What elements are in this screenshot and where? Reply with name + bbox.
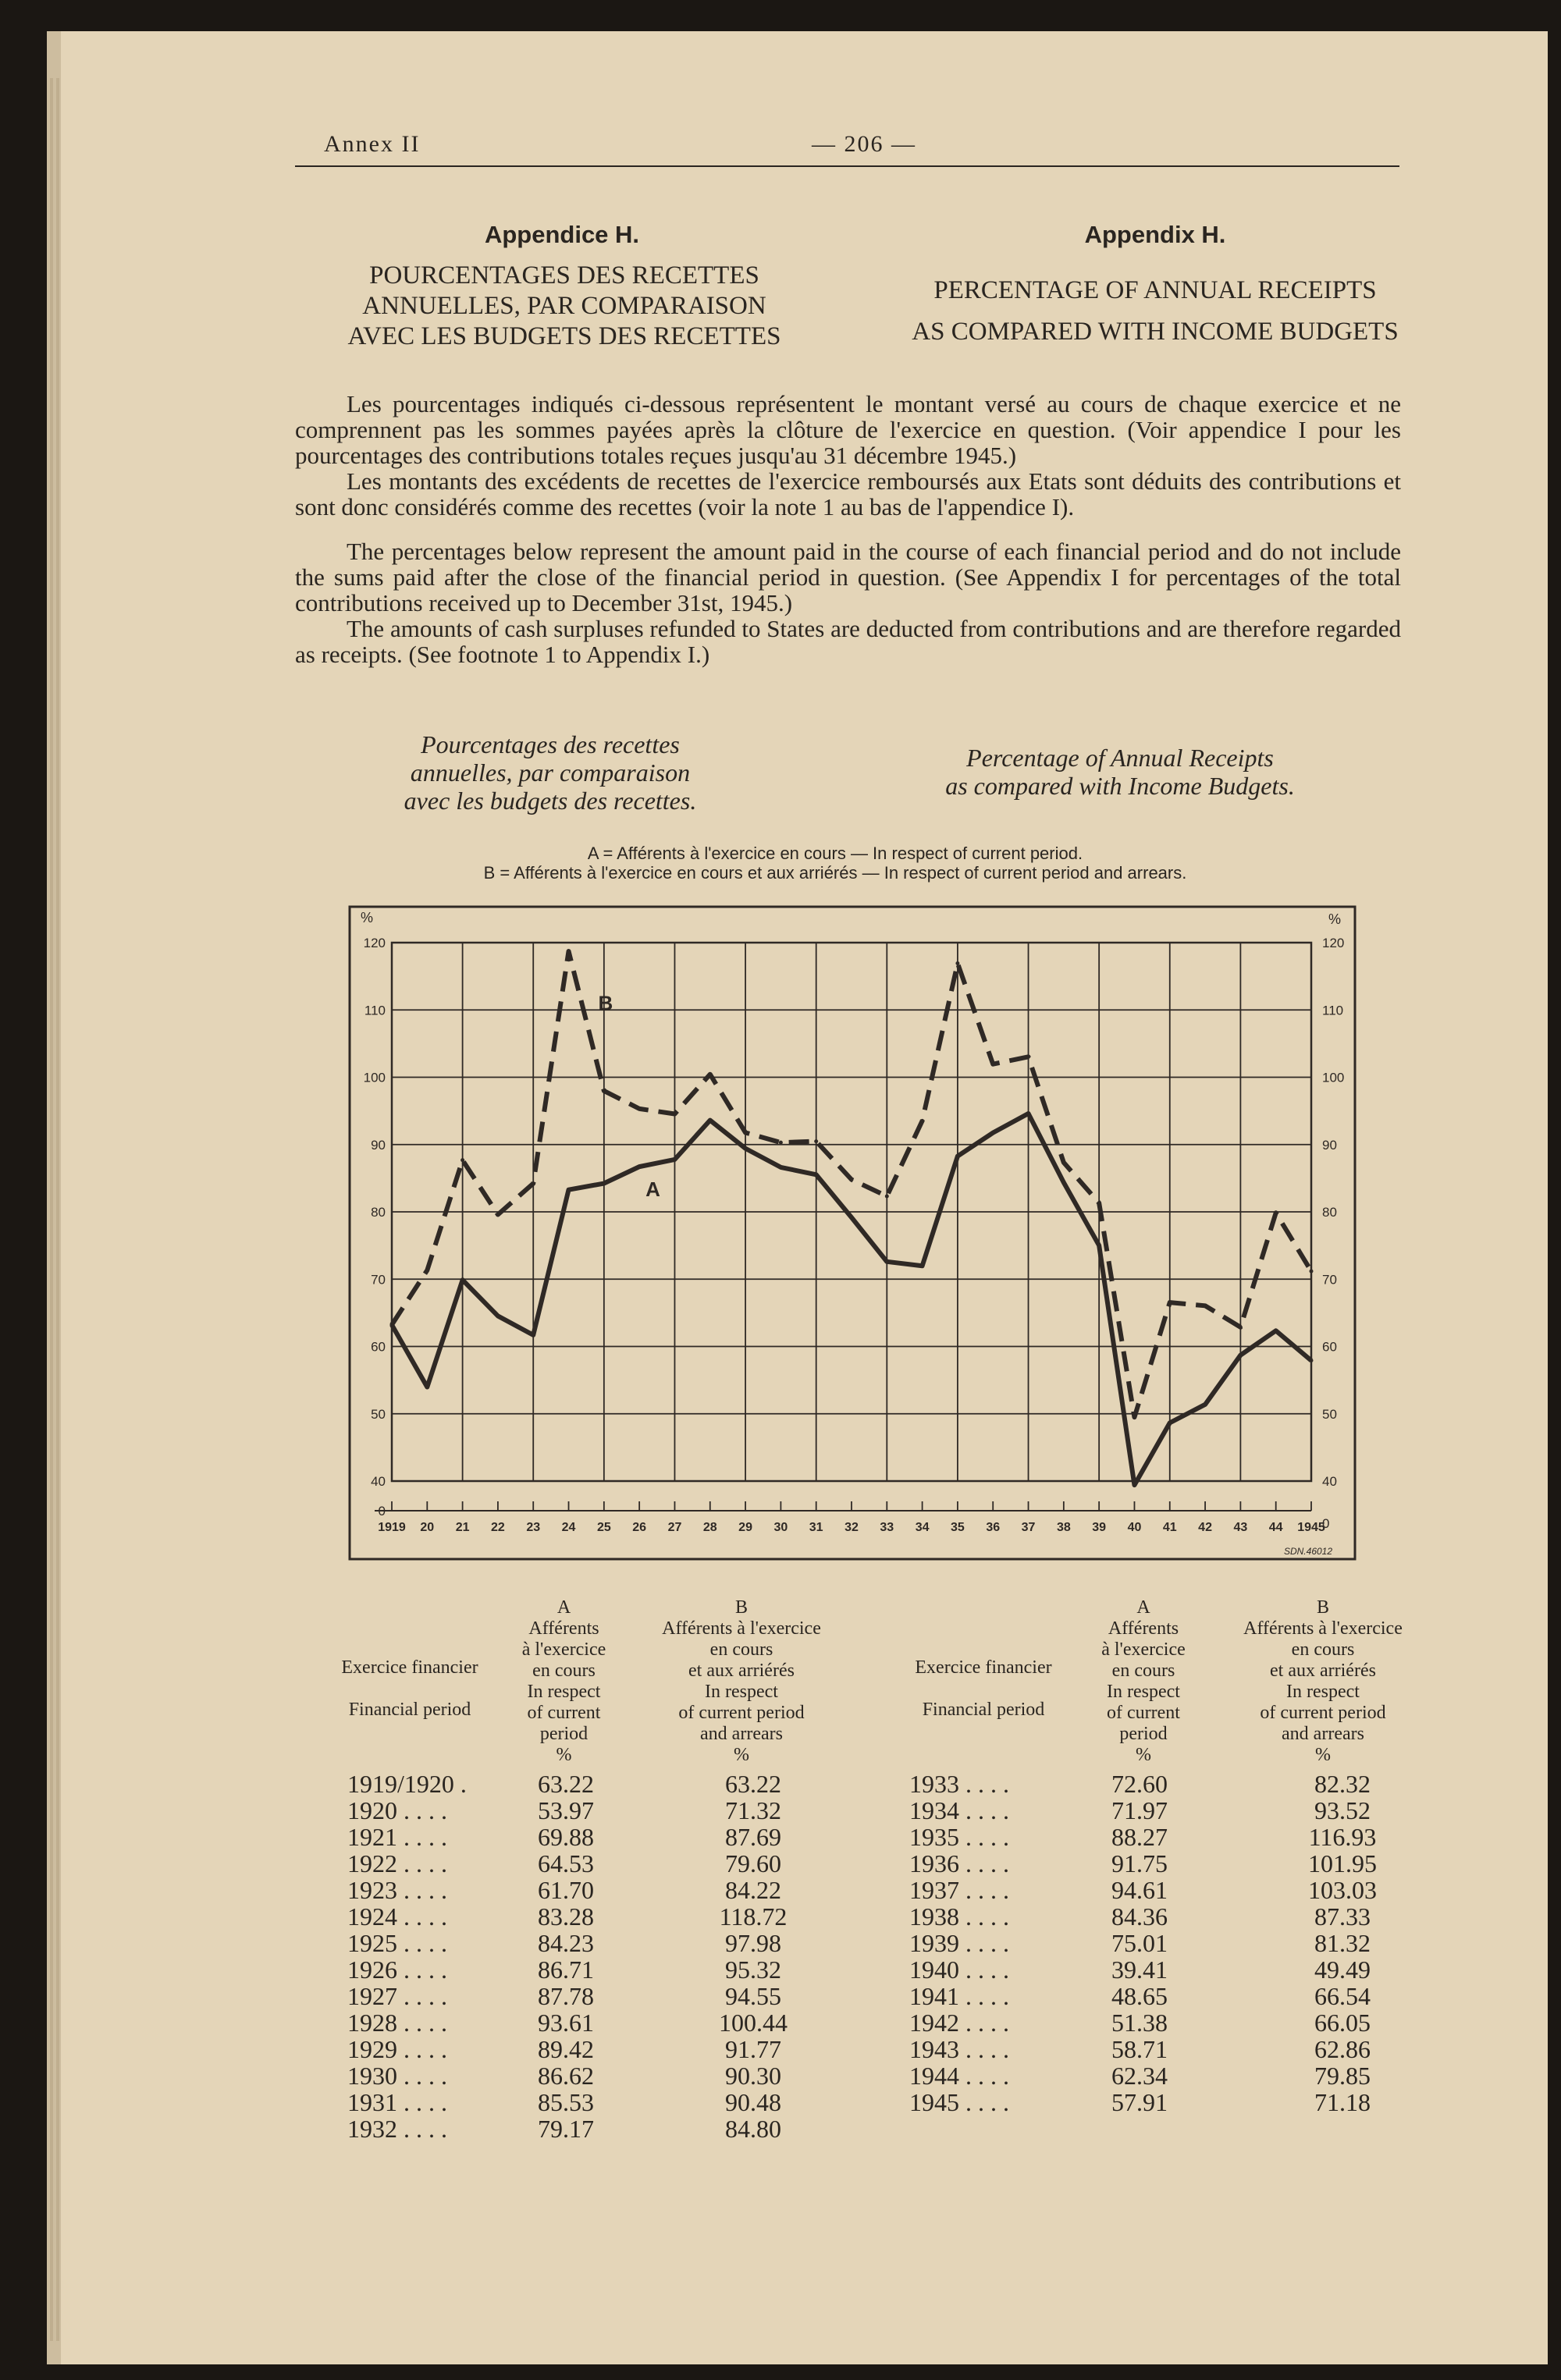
column-header-line: à l'exercice (521, 1639, 606, 1660)
table-row (347, 2115, 847, 2142)
y-tick-label-left: 70 (371, 1272, 386, 1288)
value-a-cell: 86.71 (538, 1956, 594, 1984)
column-header-line: of current period (678, 1703, 805, 1723)
column-header-line: et aux arriérés (1270, 1661, 1376, 1681)
value-b-cell: 71.18 (1314, 2088, 1371, 2116)
y-tick-label-right: 0 (1322, 1516, 1330, 1531)
period-cell: 1940 . . . . (909, 1956, 1009, 1984)
column-header-line: Afférents (1108, 1618, 1179, 1639)
french-paragraph: Les montants des excédents de recettes de l'exercice remboursés aux Etats sont déduits des contributions et sont donc considérés comme des recettes (voir la note 1 au bas de l'appendice I). (295, 467, 1401, 520)
y-unit-right: % (1328, 911, 1342, 927)
chart-frame (350, 907, 1355, 1559)
value-a-cell: 75.01 (1111, 1929, 1168, 1957)
data-point-b (920, 1119, 924, 1123)
caption-line: annuelles, par comparaison (410, 758, 691, 787)
data-point-b (532, 1181, 535, 1185)
value-b-cell: 116.93 (1308, 1823, 1377, 1851)
value-b-cell: 90.48 (725, 2088, 781, 2116)
value-b-cell: 95.32 (725, 1956, 781, 1984)
data-point-b (1026, 1055, 1030, 1059)
english-text (295, 538, 1401, 667)
data-point-b (991, 1062, 995, 1066)
x-tick-label: 42 (1198, 1521, 1212, 1534)
period-cell: 1928 . . . . (347, 2009, 447, 2037)
period-cell: 1927 . . . . (347, 1982, 447, 2010)
data-point-a (1204, 1402, 1207, 1406)
x-tick-label: 31 (809, 1521, 823, 1534)
column-header-line: Afférents (528, 1618, 599, 1639)
series-line-a (392, 1114, 1311, 1485)
y-tick-label-right: 60 (1322, 1339, 1337, 1355)
x-tick-label: 24 (561, 1521, 576, 1534)
period-cell: 1941 . . . . (909, 1982, 1009, 2010)
table-row (909, 1903, 1424, 1930)
column-header-line: Afférents à l'exercice (1243, 1618, 1403, 1639)
column-header-line: en cours (709, 1639, 773, 1660)
table-row (909, 2062, 1424, 2089)
y-tick-label-left: 90 (371, 1137, 386, 1153)
x-tick-label: 34 (915, 1521, 930, 1534)
value-a-cell: 93.61 (538, 2009, 594, 2037)
data-point-a (1168, 1421, 1172, 1425)
table-row (347, 1877, 847, 1903)
period-cell: 1924 . . . . (347, 1902, 447, 1931)
data-point-a (1097, 1244, 1101, 1248)
table-row (347, 1930, 847, 1956)
x-tick-label: 35 (951, 1521, 965, 1534)
x-tick-label: 25 (596, 1521, 611, 1534)
x-tick-label: 32 (845, 1521, 859, 1534)
table-row (909, 1956, 1424, 1983)
data-point-b (567, 950, 571, 954)
data-point-a (955, 1154, 959, 1158)
value-a-cell: 87.78 (538, 1982, 594, 2010)
data-point-a (1026, 1111, 1030, 1115)
column-header-line: and arrears (700, 1724, 783, 1744)
value-a-cell: 84.36 (1111, 1902, 1168, 1931)
data-point-a (1274, 1329, 1278, 1333)
title-en (851, 270, 1460, 353)
value-b-cell: 79.60 (725, 1849, 781, 1877)
title-fr-line: POURCENTAGES DES RECETTES (369, 261, 759, 290)
x-tick-label: 29 (738, 1521, 752, 1534)
data-point-b (390, 1323, 394, 1327)
table-row (347, 2009, 847, 2036)
period-cell: 1933 . . . . (909, 1770, 1009, 1798)
data-point-b (885, 1194, 889, 1198)
table-row (347, 2062, 847, 2089)
data-point-b (779, 1141, 783, 1145)
data-point-b (638, 1107, 642, 1110)
value-b-cell: 66.54 (1314, 1982, 1371, 2010)
table-row (347, 1797, 847, 1824)
data-point-b (1097, 1201, 1101, 1205)
title-en-line: AS COMPARED WITH INCOME BUDGETS (912, 318, 1399, 346)
value-b-cell: 87.33 (1314, 1902, 1371, 1931)
title-fr-line: AVEC LES BUDGETS DES RECETTES (347, 322, 781, 350)
table-row (909, 1930, 1424, 1956)
series-label-b: B (598, 991, 613, 1015)
value-a-cell: 84.23 (538, 1929, 594, 1957)
value-a-cell: 72.60 (1111, 1770, 1168, 1798)
value-a-cell: 88.27 (1111, 1823, 1168, 1851)
title-fr (295, 261, 834, 352)
value-a-cell: 63.22 (538, 1770, 594, 1798)
title-en-line: PERCENTAGE OF ANNUAL RECEIPTS (933, 276, 1377, 304)
y-tick-label-left: 50 (371, 1406, 386, 1422)
column-header-line: of current (1107, 1703, 1180, 1723)
data-point-b (850, 1178, 854, 1181)
period-cell: 1922 . . . . (347, 1849, 447, 1877)
x-tick-label: 44 (1268, 1521, 1283, 1534)
x-tick-label: 30 (773, 1521, 788, 1534)
value-a-cell: 89.42 (538, 2035, 594, 2063)
table-row (347, 1824, 847, 1850)
data-point-b (673, 1112, 677, 1116)
table-row (909, 1983, 1424, 2009)
data-point-a (425, 1385, 429, 1389)
period-header-fr: Exercice financier (915, 1657, 1052, 1678)
x-tick-label: 43 (1233, 1521, 1248, 1534)
english-paragraph: The percentages below represent the amount paid in the course of each financial period and do not include the sums paid after the close of the financial period in question. (See Appendix I for percentages of the total contributions received up to December 31st, 1945.) (295, 538, 1401, 616)
period-header-left (324, 1646, 496, 1731)
appendix-label-fr: Appendice H. (484, 221, 640, 248)
value-a-cell: 57.91 (1111, 2088, 1168, 2116)
value-a-cell: 69.88 (538, 1823, 594, 1851)
value-a-cell: 79.17 (538, 2115, 594, 2143)
value-b-cell: 66.05 (1314, 2009, 1371, 2037)
value-b-cell: 97.98 (725, 1929, 781, 1957)
data-point-b (1274, 1211, 1278, 1215)
x-tick-label: 37 (1021, 1521, 1036, 1534)
x-tick-label: 23 (526, 1521, 541, 1534)
legend-a: A = Afférents à l'exercice en cours — In respect of current period. (587, 844, 1083, 863)
value-b-cell: 118.72 (719, 1902, 788, 1931)
y-tick-label-right: 110 (1322, 1003, 1344, 1018)
period-header-en: Financial period (348, 1700, 471, 1720)
column-header-line: à l'exercice (1101, 1639, 1186, 1660)
column-header-line: and arrears (1282, 1724, 1364, 1744)
period-cell: 1929 . . . . (347, 2035, 447, 2063)
x-tick-label: 28 (702, 1521, 717, 1534)
y-tick-label-right: 80 (1322, 1205, 1337, 1220)
table-row (909, 1824, 1424, 1850)
x-tick-label: 40 (1127, 1521, 1142, 1534)
x-tick-label: 33 (880, 1521, 894, 1534)
y-tick-label-right: 100 (1322, 1070, 1345, 1085)
y-tick-label-left: 0 (378, 1504, 386, 1519)
data-point-a (1239, 1353, 1243, 1357)
value-b-cell: 82.32 (1314, 1770, 1371, 1798)
value-b-cell: 91.77 (725, 2035, 781, 2063)
data-point-a (673, 1157, 677, 1161)
table-row (347, 1983, 847, 2009)
chart-caption-en (898, 744, 1342, 800)
receipts-chart (343, 905, 1358, 1568)
value-b-cell: 100.44 (719, 2009, 788, 2037)
data-point-a (532, 1333, 535, 1337)
column-header-line: period (1119, 1724, 1168, 1744)
table-row (347, 2036, 847, 2062)
series-line-b (392, 951, 1311, 1417)
col-a-header-right (1069, 1597, 1218, 1766)
data-point-b (496, 1213, 500, 1217)
column-header-line: In respect (527, 1682, 601, 1702)
data-point-a (814, 1173, 818, 1177)
column-header-line: en cours (532, 1661, 596, 1681)
period-cell: 1925 . . . . (347, 1929, 447, 1957)
value-a-cell: 48.65 (1111, 1982, 1168, 2010)
column-header-line: % (556, 1745, 572, 1765)
x-tick-label: 26 (632, 1521, 647, 1534)
caption-line: avec les budgets des recettes. (404, 787, 697, 815)
value-b-cell: 71.32 (725, 1796, 781, 1824)
french-paragraph: Les pourcentages indiqués ci-dessous représentent le montant versé au cours de chaque exercice et ne comprennent pas les sommes payées après la clôture de l'exercice en question. (Voir appendice I pour les pourcentages des contributions totales reçues jusqu'au 31 décembre 1945.) (295, 390, 1401, 469)
column-header-line: In respect (1107, 1682, 1180, 1702)
period-cell: 1920 . . . . (347, 1796, 447, 1824)
table-row (909, 1850, 1424, 1877)
value-a-cell: 94.61 (1111, 1876, 1168, 1904)
value-b-cell: 81.32 (1314, 1929, 1371, 1957)
period-cell: 1930 . . . . (347, 2062, 447, 2090)
x-tick-label: 21 (455, 1521, 470, 1534)
column-header-line: Afférents à l'exercice (662, 1618, 821, 1639)
period-cell: 1931 . . . . (347, 2088, 447, 2116)
value-a-cell: 58.71 (1111, 2035, 1168, 2063)
data-point-b (708, 1072, 712, 1076)
page-edge (56, 78, 59, 2341)
column-header-line: B (734, 1597, 748, 1618)
value-a-cell: 85.53 (538, 2088, 594, 2116)
period-cell: 1919/1920 . (347, 1770, 467, 1798)
column-header-line: B (1316, 1597, 1329, 1618)
x-tick-label: 38 (1056, 1521, 1071, 1534)
value-b-cell: 62.86 (1314, 2035, 1371, 2063)
column-header-line: of current period (1260, 1703, 1386, 1723)
period-cell: 1923 . . . . (347, 1876, 447, 1904)
table-row (909, 2009, 1424, 2036)
table-row (909, 2036, 1424, 2062)
value-a-cell: 86.62 (538, 2062, 594, 2090)
period-cell: 1943 . . . . (909, 2035, 1009, 2063)
table-row (909, 1771, 1424, 1797)
y-tick-label-left: 60 (371, 1339, 386, 1355)
x-tick-label: 22 (491, 1521, 505, 1534)
title-fr-line: ANNUELLES, PAR COMPARAISON (362, 292, 766, 320)
y-unit-left: % (361, 910, 374, 925)
data-point-b (1204, 1304, 1207, 1308)
value-a-cell: 61.70 (538, 1876, 594, 1904)
data-point-a (460, 1278, 464, 1282)
english-paragraph: The amounts of cash surpluses refunded to States are deducted from contributions and are therefore regarded as receipts. (See footnote 1 to Appendix I.) (295, 615, 1401, 668)
column-header-line: of current (527, 1703, 601, 1723)
column-header-line: en cours (1291, 1639, 1355, 1660)
caption-line: Pourcentages des recettes (421, 730, 680, 758)
value-b-cell: 103.03 (1308, 1876, 1377, 1904)
value-a-cell: 64.53 (538, 1849, 594, 1877)
y-tick-label-right: 120 (1322, 936, 1345, 950)
data-point-a (496, 1314, 500, 1318)
y-tick-label-left: 40 (371, 1474, 386, 1489)
period-header-en: Financial period (922, 1700, 1045, 1720)
period-cell: 1945 . . . . (909, 2088, 1009, 2116)
data-point-a (638, 1165, 642, 1169)
col-b-header-left (636, 1597, 847, 1766)
period-cell: 1921 . . . . (347, 1823, 447, 1851)
x-tick-label: 41 (1162, 1521, 1177, 1534)
period-header-fr: Exercice financier (341, 1657, 478, 1678)
x-tick-label: 39 (1092, 1521, 1107, 1534)
data-point-a (1310, 1359, 1314, 1362)
value-a-cell: 91.75 (1111, 1849, 1168, 1877)
value-a-cell: 62.34 (1111, 2062, 1168, 2090)
column-header-line: % (1136, 1745, 1151, 1765)
running-head-annex: Annex II (324, 131, 421, 157)
y-tick-label-right: 70 (1322, 1272, 1337, 1288)
period-cell: 1939 . . . . (909, 1929, 1009, 1957)
value-b-cell: 101.95 (1308, 1849, 1377, 1877)
value-a-cell: 71.97 (1111, 1796, 1168, 1824)
value-a-cell: 39.41 (1111, 1956, 1168, 1984)
table-row (347, 1903, 847, 1930)
period-cell: 1937 . . . . (909, 1876, 1009, 1904)
x-tick-label: 20 (420, 1521, 435, 1534)
x-tick-label: 1919 (378, 1521, 406, 1534)
data-point-a (602, 1181, 606, 1185)
data-point-b (814, 1139, 818, 1143)
data-point-a (744, 1146, 748, 1150)
column-header-line: % (734, 1745, 749, 1765)
table-row (347, 1956, 847, 1983)
table-row (347, 1850, 847, 1877)
x-tick-label: 36 (986, 1521, 1001, 1534)
column-header-line: A (1136, 1597, 1150, 1618)
series-label-a: A (645, 1178, 660, 1202)
column-header-line: et aux arriérés (688, 1661, 795, 1681)
period-cell: 1932 . . . . (347, 2115, 447, 2143)
column-header-line: en cours (1111, 1661, 1175, 1681)
value-b-cell: 79.85 (1314, 2062, 1371, 2090)
data-point-b (1133, 1416, 1136, 1419)
column-header-line: In respect (1286, 1682, 1360, 1702)
col-a-header-left (492, 1597, 636, 1766)
table-row (347, 2089, 847, 2115)
data-point-a (885, 1259, 889, 1263)
y-tick-label-left: 80 (371, 1205, 386, 1220)
x-tick-label: 27 (667, 1521, 682, 1534)
value-b-cell: 84.80 (725, 2115, 781, 2143)
period-cell: 1944 . . . . (909, 2062, 1009, 2090)
data-point-a (850, 1216, 854, 1220)
page-edge (50, 78, 53, 2341)
value-a-cell: 53.97 (538, 1796, 594, 1824)
data-point-b (955, 961, 959, 965)
value-a-cell: 51.38 (1111, 2009, 1168, 2037)
value-b-cell: 87.69 (725, 1823, 781, 1851)
column-header-line: period (539, 1724, 588, 1744)
y-tick-label-right: 50 (1322, 1406, 1337, 1422)
value-b-cell: 84.22 (725, 1876, 781, 1904)
period-cell: 1936 . . . . (909, 1849, 1009, 1877)
data-point-a (1133, 1483, 1136, 1487)
value-a-cell: 83.28 (538, 1902, 594, 1931)
period-cell: 1935 . . . . (909, 1823, 1009, 1851)
table-row (909, 1797, 1424, 1824)
page-number: — 206 — (812, 131, 916, 157)
value-b-cell: 90.30 (725, 2062, 781, 2090)
value-b-cell: 49.49 (1314, 1956, 1371, 1984)
value-b-cell: 94.55 (725, 1982, 781, 2010)
caption-line: as compared with Income Budgets. (945, 772, 1295, 800)
data-point-a (920, 1264, 924, 1268)
caption-line: Percentage of Annual Receipts (966, 744, 1274, 772)
column-header-line: % (1315, 1745, 1331, 1765)
data-point-a (1061, 1181, 1065, 1185)
data-point-b (425, 1268, 429, 1272)
y-tick-label-left: 110 (364, 1003, 386, 1018)
data-point-b (1168, 1301, 1172, 1305)
data-point-b (1061, 1160, 1065, 1164)
column-header-line: In respect (705, 1682, 778, 1702)
data-point-a (779, 1165, 783, 1169)
value-b-cell: 63.22 (725, 1770, 781, 1798)
data-point-b (602, 1089, 606, 1092)
data-point-b (744, 1131, 748, 1135)
chart-stamp: SDN.46012 (1283, 1546, 1333, 1557)
data-point-a (567, 1188, 571, 1192)
y-tick-label-right: 40 (1322, 1474, 1337, 1489)
period-header-right (898, 1646, 1069, 1731)
table-row (909, 1877, 1424, 1903)
table-row (909, 2089, 1424, 2115)
y-tick-label-left: 100 (363, 1070, 386, 1085)
data-point-b (1310, 1270, 1314, 1273)
legend-b: B = Afférents à l'exercice en cours et aux arriérés — In respect of current period and arrears. (483, 863, 1187, 883)
data-point-a (708, 1118, 712, 1122)
data-point-a (991, 1131, 995, 1135)
period-cell: 1938 . . . . (909, 1902, 1009, 1931)
french-text (295, 391, 1401, 520)
value-b-cell: 93.52 (1314, 1796, 1371, 1824)
y-tick-label-right: 90 (1322, 1137, 1337, 1153)
header-rule (295, 165, 1399, 167)
appendix-label-en: Appendix H. (1084, 221, 1226, 248)
col-b-header-right (1218, 1597, 1428, 1766)
table-left (347, 1771, 847, 2142)
period-cell: 1942 . . . . (909, 2009, 1009, 2037)
period-cell: 1926 . . . . (347, 1956, 447, 1984)
x-tick-label: 1945 (1297, 1521, 1325, 1534)
data-point-b (1239, 1325, 1243, 1329)
chart-caption-fr (367, 730, 734, 815)
column-header-line: A (556, 1597, 571, 1618)
period-cell: 1934 . . . . (909, 1796, 1009, 1824)
y-tick-label-left: 120 (363, 936, 386, 950)
data-point-b (460, 1158, 464, 1162)
table-right (909, 1771, 1424, 2115)
table-row (347, 1771, 847, 1797)
